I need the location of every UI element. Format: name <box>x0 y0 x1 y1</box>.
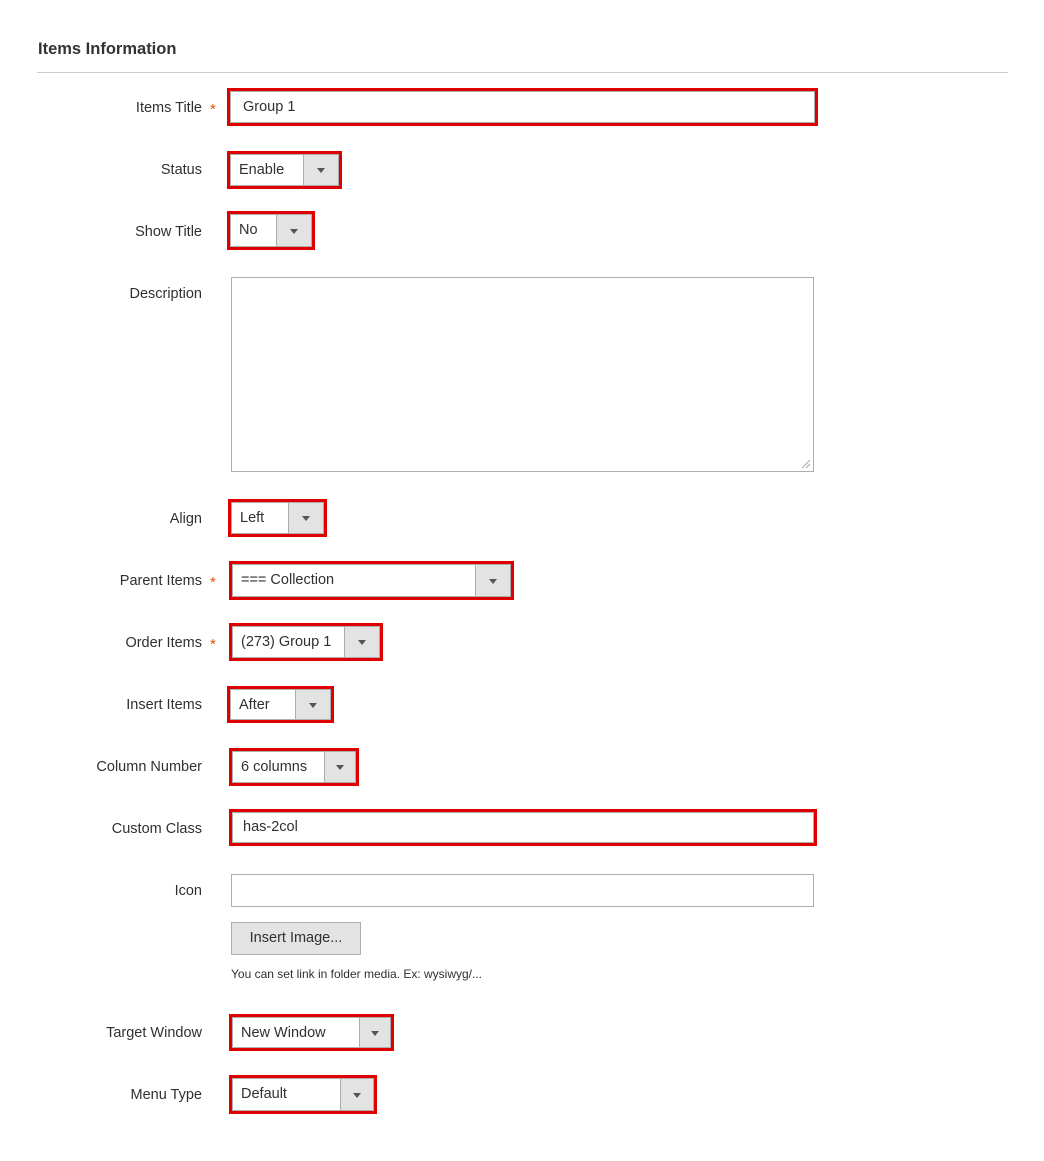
column-number-dropdown-button[interactable] <box>324 752 355 782</box>
show-title-dropdown-button[interactable] <box>276 215 311 246</box>
custom-class-input[interactable]: has-2col <box>232 812 814 843</box>
target-window-dropdown-button[interactable] <box>359 1018 390 1047</box>
insert-items-value: After <box>239 697 270 713</box>
icon-label: Icon <box>174 883 202 899</box>
align-dropdown-button[interactable] <box>288 503 323 533</box>
chevron-down-icon <box>302 516 310 521</box>
parent-items-select[interactable] <box>232 564 511 597</box>
chevron-down-icon <box>489 579 497 584</box>
column-number-value: 6 columns <box>241 759 308 775</box>
show-title-value: No <box>239 222 258 238</box>
show-title-select[interactable] <box>230 214 312 247</box>
insert-items-select[interactable] <box>230 689 331 720</box>
icon-note: You can set link in folder media. Ex: wysiwyg/... <box>231 967 483 981</box>
chevron-down-icon <box>309 703 317 708</box>
order-items-label: Order Items <box>125 635 202 651</box>
menu-type-dropdown-button[interactable] <box>340 1079 373 1110</box>
column-number-label: Column Number <box>96 759 202 775</box>
insert-image-button[interactable]: Insert Image... <box>231 922 361 955</box>
custom-class-label: Custom Class <box>111 821 202 837</box>
resize-grip-icon[interactable] <box>802 460 810 468</box>
target-window-label: Target Window <box>106 1025 202 1041</box>
parent-items-required-mark: * <box>210 574 216 591</box>
description-label: Description <box>129 286 202 302</box>
parent-items-dropdown-button[interactable] <box>475 565 510 596</box>
order-items-required-mark: * <box>210 636 216 653</box>
section-title: Items Information <box>38 40 177 58</box>
parent-items-label: Parent Items <box>119 573 202 589</box>
status-value: Enable <box>239 162 285 178</box>
chevron-down-icon <box>353 1093 361 1098</box>
insert-items-label: Insert Items <box>126 697 202 713</box>
order-items-select[interactable] <box>232 626 380 658</box>
chevron-down-icon <box>336 765 344 770</box>
chevron-down-icon <box>290 229 298 234</box>
status-select[interactable] <box>230 154 339 186</box>
chevron-down-icon <box>358 640 366 645</box>
chevron-down-icon <box>317 168 325 173</box>
parent-items-value: === Collection <box>241 572 335 588</box>
insert-items-dropdown-button[interactable] <box>295 690 330 719</box>
menu-type-value: Default <box>241 1086 287 1102</box>
status-label: Status <box>160 162 202 178</box>
target-window-value: New Window <box>241 1025 326 1041</box>
chevron-down-icon <box>371 1031 379 1036</box>
target-window-select[interactable] <box>232 1017 391 1048</box>
items-title-label: Items Title <box>135 100 202 116</box>
status-dropdown-button[interactable] <box>303 155 338 185</box>
column-number-select[interactable] <box>232 751 356 783</box>
items-title-input[interactable]: Group 1 <box>230 91 815 123</box>
menu-type-select[interactable] <box>232 1078 374 1111</box>
icon-input[interactable] <box>231 874 814 907</box>
show-title-label: Show Title <box>135 224 202 240</box>
items-title-required-mark: * <box>210 101 216 118</box>
order-items-dropdown-button[interactable] <box>344 627 379 657</box>
align-label: Align <box>169 511 202 527</box>
align-value: Left <box>240 510 265 526</box>
description-textarea[interactable] <box>231 277 814 472</box>
order-items-value: (273) Group 1 <box>241 634 332 650</box>
menu-type-label: Menu Type <box>130 1087 202 1103</box>
align-select[interactable] <box>231 502 324 534</box>
section-divider <box>37 72 1008 73</box>
